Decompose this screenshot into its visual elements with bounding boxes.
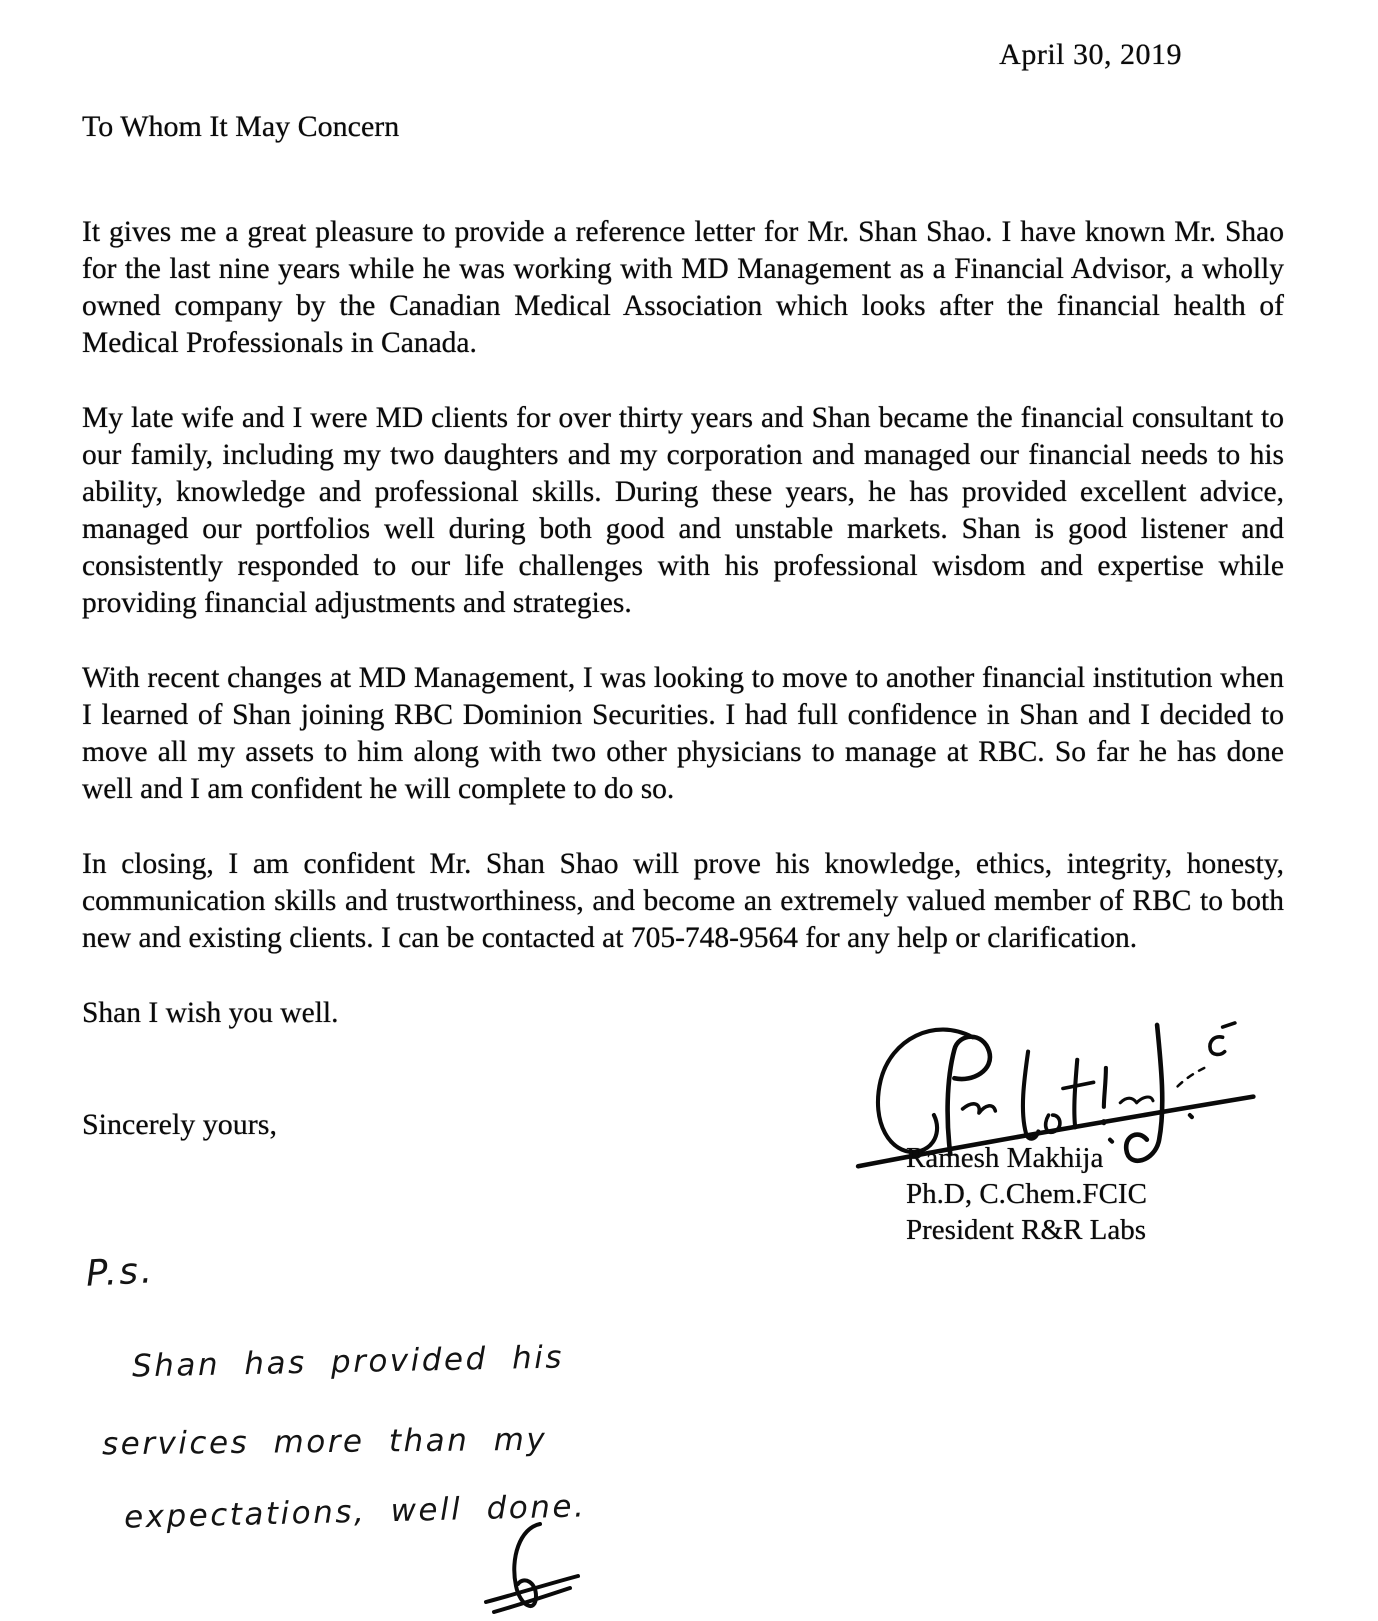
- letter-paragraph-2: My late wife and I were MD clients for over thirty years and Shan became the financial consultant to our family, including my two daughters and my corporation and managed our financial needs to his ability, knowledge and professional skills. During these years, he has provided excellent advice, managed our portfolios well during both good and unstable markets. Shan is good listener and consistently responded to our life challenges with his professional wisdom and expertise while providing financial adjustments and strategies.: [82, 402, 1284, 619]
- signature-block: [906, 1140, 1147, 1248]
- letter-salutation: To Whom It May Concern: [82, 110, 400, 143]
- letter-paragraph-1: It gives me a great pleasure to provide a reference letter for Mr. Shan Shao. I have known Mr. Shao for the last nine years while he was working with MD Management as a Financial Advisor, a wholly owned company by the Canadian Medical Association which looks after the financial health of Medical Professionals in Canada.: [82, 216, 1284, 359]
- signer-credentials: Ph.D, C.Chem.FCIC: [906, 1178, 1147, 1210]
- ps-label: P.s.: [84, 1250, 156, 1295]
- signer-title: President R&R Labs: [906, 1214, 1147, 1246]
- letter-closing: Sincerely yours,: [82, 1108, 277, 1141]
- letter-paragraph-3: With recent changes at MD Management, I was looking to move to another financial institution when I learned of Shan joining RBC Dominion Securities. I had full confidence in Shan and I decided to move all my assets to him along with two other physicians to manage at RBC. So far he has done well and I am confident he will complete to do so.: [82, 662, 1284, 805]
- letter-paragraph-4: In closing, I am confident Mr. Shan Shao will prove his knowledge, ethics, integrity, honesty, communication skills and trustworthiness, and become an extremely valued member of RBC to both new and existing clients. I can be contacted at 705-748-9564 for any help or clarification.: [82, 848, 1284, 954]
- letter-date: April 30, 2019: [999, 38, 1182, 71]
- letter-body: [82, 214, 1284, 1070]
- ps-line: expectations, well done.: [123, 1488, 587, 1536]
- signer-name: Ramesh Makhija: [906, 1142, 1104, 1174]
- ps-initial-scribble-icon: [478, 1520, 588, 1620]
- ps-line: services more than my: [101, 1421, 548, 1463]
- ps-line: Shan has provided his: [131, 1339, 565, 1385]
- letter-well-wish: Shan I wish you well.: [82, 997, 339, 1029]
- handwritten-postscript: [80, 1252, 780, 1612]
